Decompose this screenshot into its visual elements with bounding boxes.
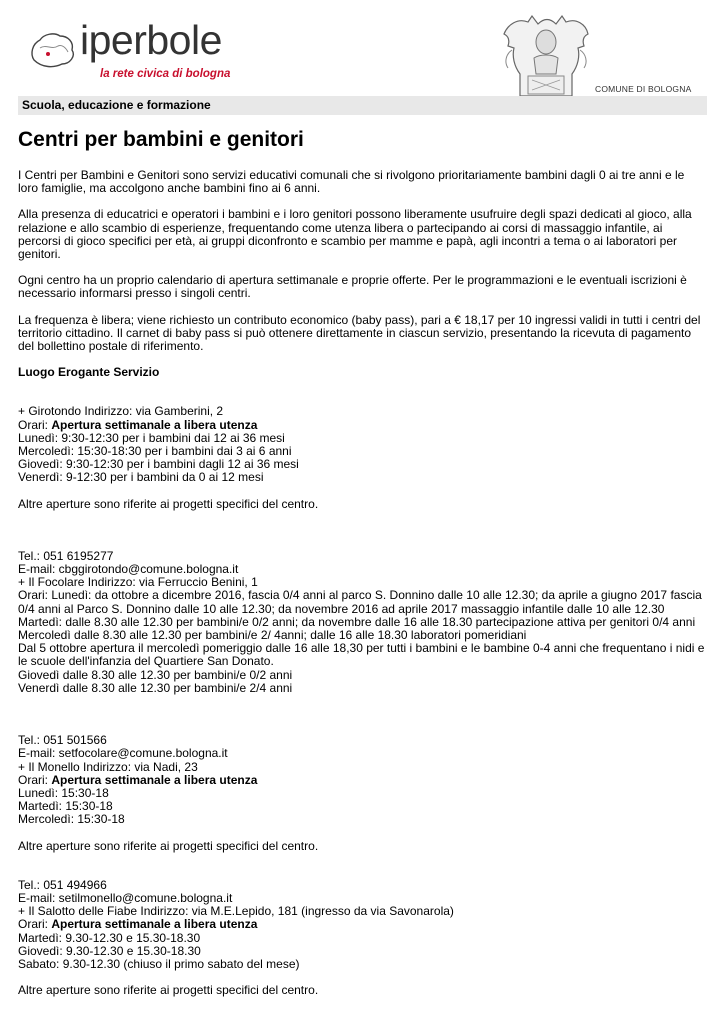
center-monello <box>18 761 706 906</box>
hours-line: Sabato: 9.30-12.30 (chiuso il primo sabato del mese) <box>18 956 300 971</box>
hours-line: Giovedì: 9:30-12:30 per i bambini dagli 12 ai 36 mesi <box>18 457 299 472</box>
comune-label: COMUNE DI BOLOGNA <box>595 84 692 94</box>
hours-line: Mercoledì: 15:30-18:30 per i bambini dai 3 ai 6 anni <box>18 444 292 459</box>
hours-line: Martedì: 15:30-18 <box>18 799 113 814</box>
center-name: + Girotondo Indirizzo: via Gamberini, 2 <box>18 404 224 419</box>
center-name: + Il Salotto delle Fiabe Indirizzo: via M.E.Lepido, 181 (ingresso da via Savonarola) <box>18 904 454 919</box>
center-orari: Orari: Apertura settimanale a libera utenza <box>18 772 258 787</box>
page-header <box>0 0 725 95</box>
hours-line: Lunedì: 15:30-18 <box>18 785 109 800</box>
intro-paragraph: Alla presenza di educatrici e operatori i bambini e i loro genitori possono liberamente usufruire degli spazi dedicati al gioco, alla relazione e allo scambio di esperienze, frequentando come utenza libera o partecipando ai corsi di massaggio infantile, ai percorsi di gioco specifici per età, ai gruppi diconfronto e scambio per mamme e papà, agli incontri a tema o ai laboratori per genitori. <box>18 207 692 262</box>
center-tel: Tel.: 051 6195277 <box>18 548 114 563</box>
section-bar <box>18 96 707 115</box>
bologna-map-icon <box>28 30 78 70</box>
hours-line: Venerdì: 9-12:30 per i bambini da 0 ai 12 mesi <box>18 470 264 485</box>
iperbole-logo[interactable] <box>28 17 248 88</box>
center-tel: Tel.: 051 501566 <box>18 733 107 748</box>
hours-line: Martedì: 9.30-12.30 e 15.30-18.30 <box>18 930 201 945</box>
center-email[interactable]: E-mail: setilmonello@comune.bologna.it <box>18 890 233 905</box>
orari-line: Dal 5 ottobre apertura il mercoledì pomeriggio dalle 16 alle 18,30 per tutti i bambini e le bambine 0-4 anni che frequentano i nidi e le scuole dell'infanzia del Quartiere San Donato. <box>18 641 705 669</box>
center-name: + Il Monello Indirizzo: via Nadi, 23 <box>18 759 198 774</box>
altre-aperture-note: Altre aperture sono riferite ai progetti specifici del centro. <box>18 838 319 853</box>
comune-di-bologna-logo[interactable] <box>498 14 708 98</box>
altre-aperture-note: Altre aperture sono riferite ai progetti specifici del centro. <box>18 983 319 998</box>
orari-line: Giovedì dalle 8.30 alle 12.30 per bambini/e 0/2 anni <box>18 667 293 682</box>
bologna-coat-of-arms-icon <box>498 14 594 98</box>
center-girotondo <box>18 405 706 576</box>
center-orari: Orari: Apertura settimanale a libera utenza <box>18 417 258 432</box>
page-title: Centri per bambini e genitori <box>18 128 304 151</box>
section-title: Scuola, educazione e formazione <box>22 98 211 112</box>
intro-paragraph: I Centri per Bambini e Genitori sono servizi educativi comunali che si rivolgono prioritariamente bambini dagli 0 ai tre anni e le loro famiglie, ma accolgono anche bambini fino ai 6 anni. <box>18 168 685 196</box>
intro-paragraph: La frequenza è libera; viene richiesto un contributo economico (baby pass), pari a € 18,17 per 10 ingressi validi in tutti i centri del territorio cittadino. Il carnet di baby pass si può ottenere direttamente in ciascun servizio, presentando la ricevuta di pagamento del bollettino postale di riferimento. <box>18 312 701 354</box>
intro-paragraph: Ogni centro ha un proprio calendario di apertura settimanale e proprie offerte. Per le programmazioni e le eventuali iscrizioni è necessario informarsi presso i singoli centri. <box>18 273 687 301</box>
luogo-heading: Luogo Erogante Servizio <box>18 365 160 380</box>
center-orari: Orari: Apertura settimanale a libera utenza <box>18 917 258 932</box>
hours-line: Lunedì: 9:30-12:30 per i bambini dai 12 ai 36 mesi <box>18 430 285 445</box>
hours-line: Giovedì: 9.30-12.30 e 15.30-18.30 <box>18 943 201 958</box>
orari-line: Mercoledì dalle 8.30 alle 12.30 per bambini/e 2/ 4anni; dalle 16 alle 18.30 laboratori pomeridiani <box>18 628 527 643</box>
center-tel: Tel.: 051 494966 <box>18 877 107 892</box>
logo-wordmark: iperbole <box>80 17 222 63</box>
center-email[interactable]: E-mail: cbggirotondo@comune.bologna.it <box>18 562 239 577</box>
center-salotto-delle-fiabe <box>18 905 706 997</box>
center-focolare <box>18 576 706 760</box>
center-name: + Il Focolare Indirizzo: via Ferruccio Benini, 1 <box>18 575 258 590</box>
logo-tagline: la rete civica di bologna <box>100 68 231 80</box>
page-content <box>18 127 706 997</box>
hours-line: Mercoledì: 15:30-18 <box>18 812 125 827</box>
center-email[interactable]: E-mail: setfocolare@comune.bologna.it <box>18 746 228 761</box>
orari-line: Martedì: dalle 8.30 alle 12.30 per bambini/e 0/2 anni; da novembre dalle 16 alle 18.30 partecipazione attiva per genitori 0/4 anni <box>18 614 696 629</box>
altre-aperture-note: Altre aperture sono riferite ai progetti specifici del centro. <box>18 496 319 511</box>
orari-line: Venerdì dalle 8.30 alle 12.30 per bambini/e 2/4 anni <box>18 680 293 695</box>
orari-line: Orari: Lunedì: da ottobre a dicembre 2016, fascia 0/4 anni al parco S. Donnino dalle 10 alle 12.30; da aprile a giugno 2017 fascia 0/4 anni al Parco S. Donnino dalle 10 alle 12.30; da novembre 2016 ad aprile 2017 massaggio infantile dalle 10 alle 12.30 <box>18 588 702 616</box>
